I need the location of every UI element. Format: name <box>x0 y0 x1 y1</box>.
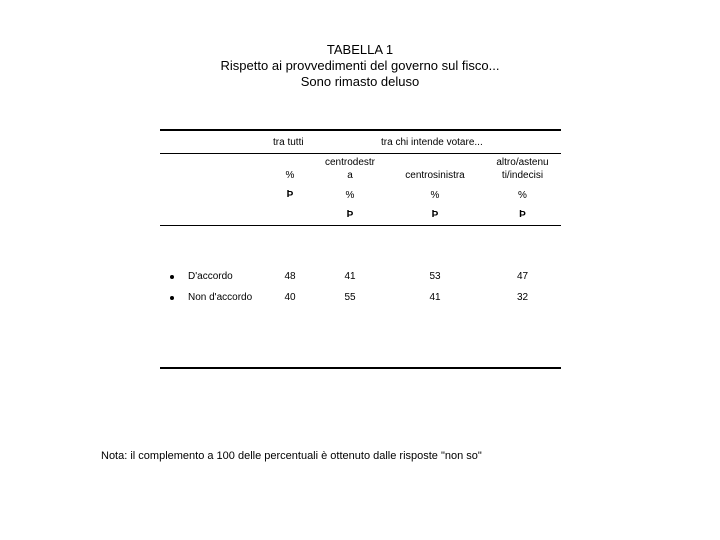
cell-centrodestra: 55 <box>344 292 356 303</box>
table-bottom-rule <box>160 367 561 369</box>
header-altro-1: altro/astenu <box>496 157 549 168</box>
title-line-1: TABELLA 1 <box>326 42 394 57</box>
cell-centrosinistra: 41 <box>429 292 441 303</box>
cell-all: 48 <box>284 271 296 282</box>
row-label: Non d'accordo <box>188 292 253 303</box>
header-pct-centrosinistra: % <box>430 190 440 201</box>
header-group-voters: tra chi intende votare... <box>381 137 483 148</box>
cell-centrosinistra: 53 <box>429 271 441 282</box>
cell-altro: 47 <box>516 271 529 282</box>
header-altro-2: ti/indecisi <box>501 170 544 181</box>
table-title <box>0 42 720 90</box>
title-line-3: Sono rimasto deluso <box>300 74 420 89</box>
header-divider <box>160 153 561 154</box>
header-all-pct: % <box>285 170 295 181</box>
header-glyph-centrosinistra: Þ <box>431 209 439 220</box>
header-glyph-all: Þ <box>286 189 294 200</box>
header-centrodestra-1: centrodestr <box>324 157 376 168</box>
cell-all: 40 <box>284 292 296 303</box>
title-line-2: Rispetto ai provvedimenti del governo sul fisco... <box>220 58 500 73</box>
row-label: D'accordo <box>188 271 233 282</box>
row-bullet-icon <box>170 275 174 279</box>
row-bullet-icon <box>170 296 174 300</box>
header-group-all: tra tutti <box>273 137 304 148</box>
header-centrosinistra: centrosinistra <box>405 170 465 181</box>
header-glyph-altro: Þ <box>519 209 526 220</box>
header-glyph-centrodestra: Þ <box>346 209 354 220</box>
cell-altro: 32 <box>516 292 529 303</box>
header-pct-centrodestra: % <box>345 190 355 201</box>
table-top-rule <box>160 129 561 131</box>
header-bottom-rule <box>160 225 561 226</box>
cell-centrodestra: 41 <box>344 271 356 282</box>
footnote: Nota: il complemento a 100 delle percentuali è ottenuto dalle risposte "non so" <box>101 450 482 462</box>
header-pct-altro: % <box>518 190 527 201</box>
header-centrodestra-2: a <box>347 170 353 181</box>
